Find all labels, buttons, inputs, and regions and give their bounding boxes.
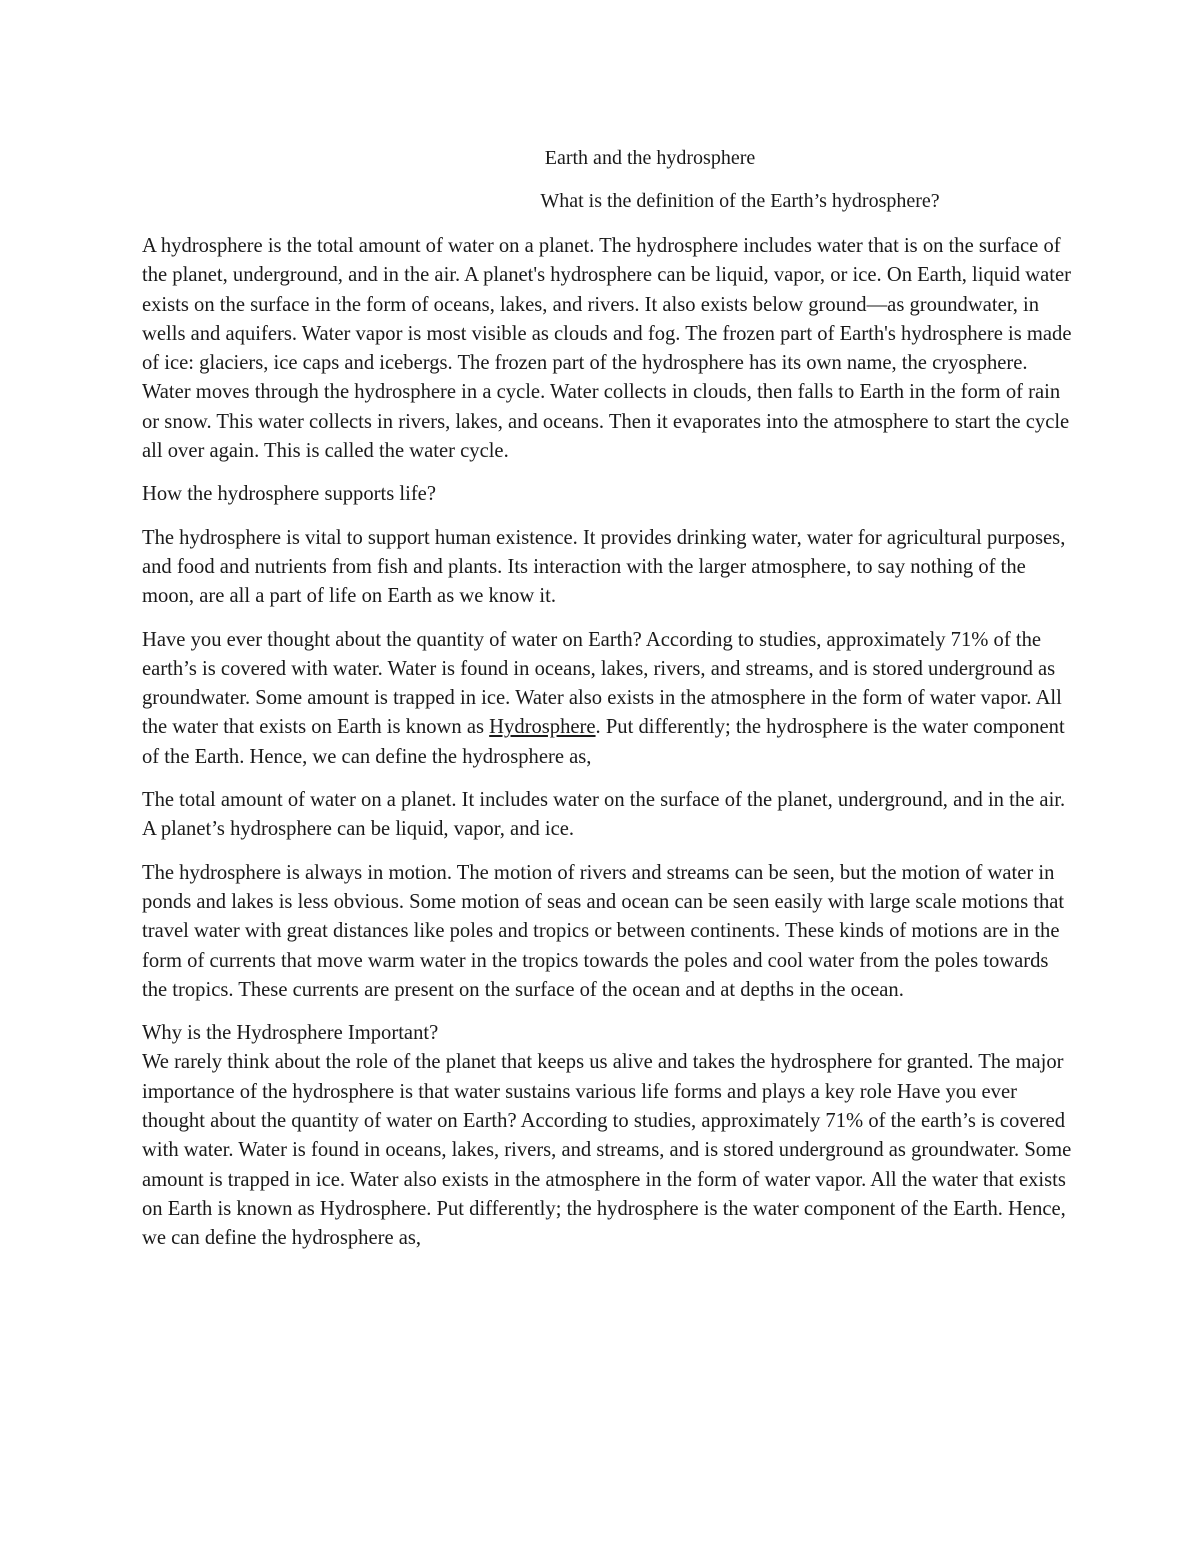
paragraph-water-quantity-text: Have you ever thought about the quantity of water on Earth? According to studies, approximately 71% of the earth’s is covered with water. Water is found in oceans, lakes, rivers, and streams, and is stored underground as groundwater. Some amount is trapped in ice. Water also exists in the atmosphere in the form of water vapor. All the water that exists on Earth is known as bbox=[142, 628, 1062, 739]
document-title: Earth and the hydrosphere bbox=[544, 147, 756, 169]
document-body bbox=[142, 232, 1072, 1254]
paragraph-water-quantity-tail: . Put differently; the hydrosphere is the water component of the Earth. Hence, we can define the hydrosphere as, bbox=[142, 716, 1065, 768]
hydrosphere-link[interactable]: Hydrosphere bbox=[489, 716, 596, 739]
definition-question: What is the definition of the Earth’s hydrosphere? bbox=[540, 190, 940, 212]
paragraph-supports-life: The hydrosphere is vital to support human existence. It provides drinking water, water for agricultural purposes, and food and nutrients from fish and plants. Its interaction with the larger atmosphere, to say nothing of the moon, are all a part of life on Earth as we know it. bbox=[142, 526, 1066, 608]
heading-supports-life: How the hydrosphere supports life? bbox=[142, 483, 436, 506]
paragraph-importance: We rarely think about the role of the planet that keeps us alive and takes the hydrosphere for granted. The major importance of the hydrosphere is that water sustains various life forms and plays a key role Have you ever thought about the quantity of water on Earth? According to studies, approximately 71% of the earth’s is covered with water. Water is found in oceans, lakes, rivers, and streams, and is stored underground as groundwater. Some amount is trapped in ice. Water also exists in the atmosphere in the form of water vapor. All the water that exists on Earth is known as Hydrosphere. Put differently; the hydrosphere is the water component of the Earth. Hence, we can define the hydrosphere as, bbox=[142, 1051, 1072, 1250]
paragraph-hydrosphere-definition: A hydrosphere is the total amount of water on a planet. The hydrosphere includes water that is on the surface of the planet, underground, and in the air. A planet's hydrosphere can be liquid, vapor, or ice. On Earth, liquid water exists on the surface in the form of oceans, lakes, and rivers. It also exists below ground—as groundwater, in wells and aquifers. Water vapor is most visible as clouds and fog. The frozen part of Earth's hydrosphere is made of ice: glaciers, ice caps and icebergs. The frozen part of the hydrosphere has its own name, the cryosphere. Water moves through the hydrosphere in a cycle. Water collects in clouds, then falls to Earth in the form of rain or snow. This water collects in rivers, lakes, and oceans. Then it evaporates into the atmosphere to start the cycle all over again. This is called the water cycle. bbox=[142, 235, 1072, 463]
heading-importance: Why is the Hydrosphere Important? bbox=[142, 1022, 439, 1045]
paragraph-water-quantity bbox=[142, 626, 1072, 772]
paragraph-motion: The hydrosphere is always in motion. The motion of rivers and streams can be seen, but the motion of water in ponds and lakes is less obvious. Some motion of seas and ocean can be seen easily with large scale motions that travel water with great distances like poles and tropics or between continents. These kinds of motions are in the form of currents that move warm water in the tropics towards the poles and cool water from the poles towards the tropics. These currents are present on the surface of the ocean and at depths in the ocean. bbox=[142, 861, 1065, 1001]
paragraph-definition-restated: The total amount of water on a planet. It includes water on the surface of the planet, underground, and in the air. A planet’s hydrosphere can be liquid, vapor, and ice. bbox=[142, 789, 1066, 841]
